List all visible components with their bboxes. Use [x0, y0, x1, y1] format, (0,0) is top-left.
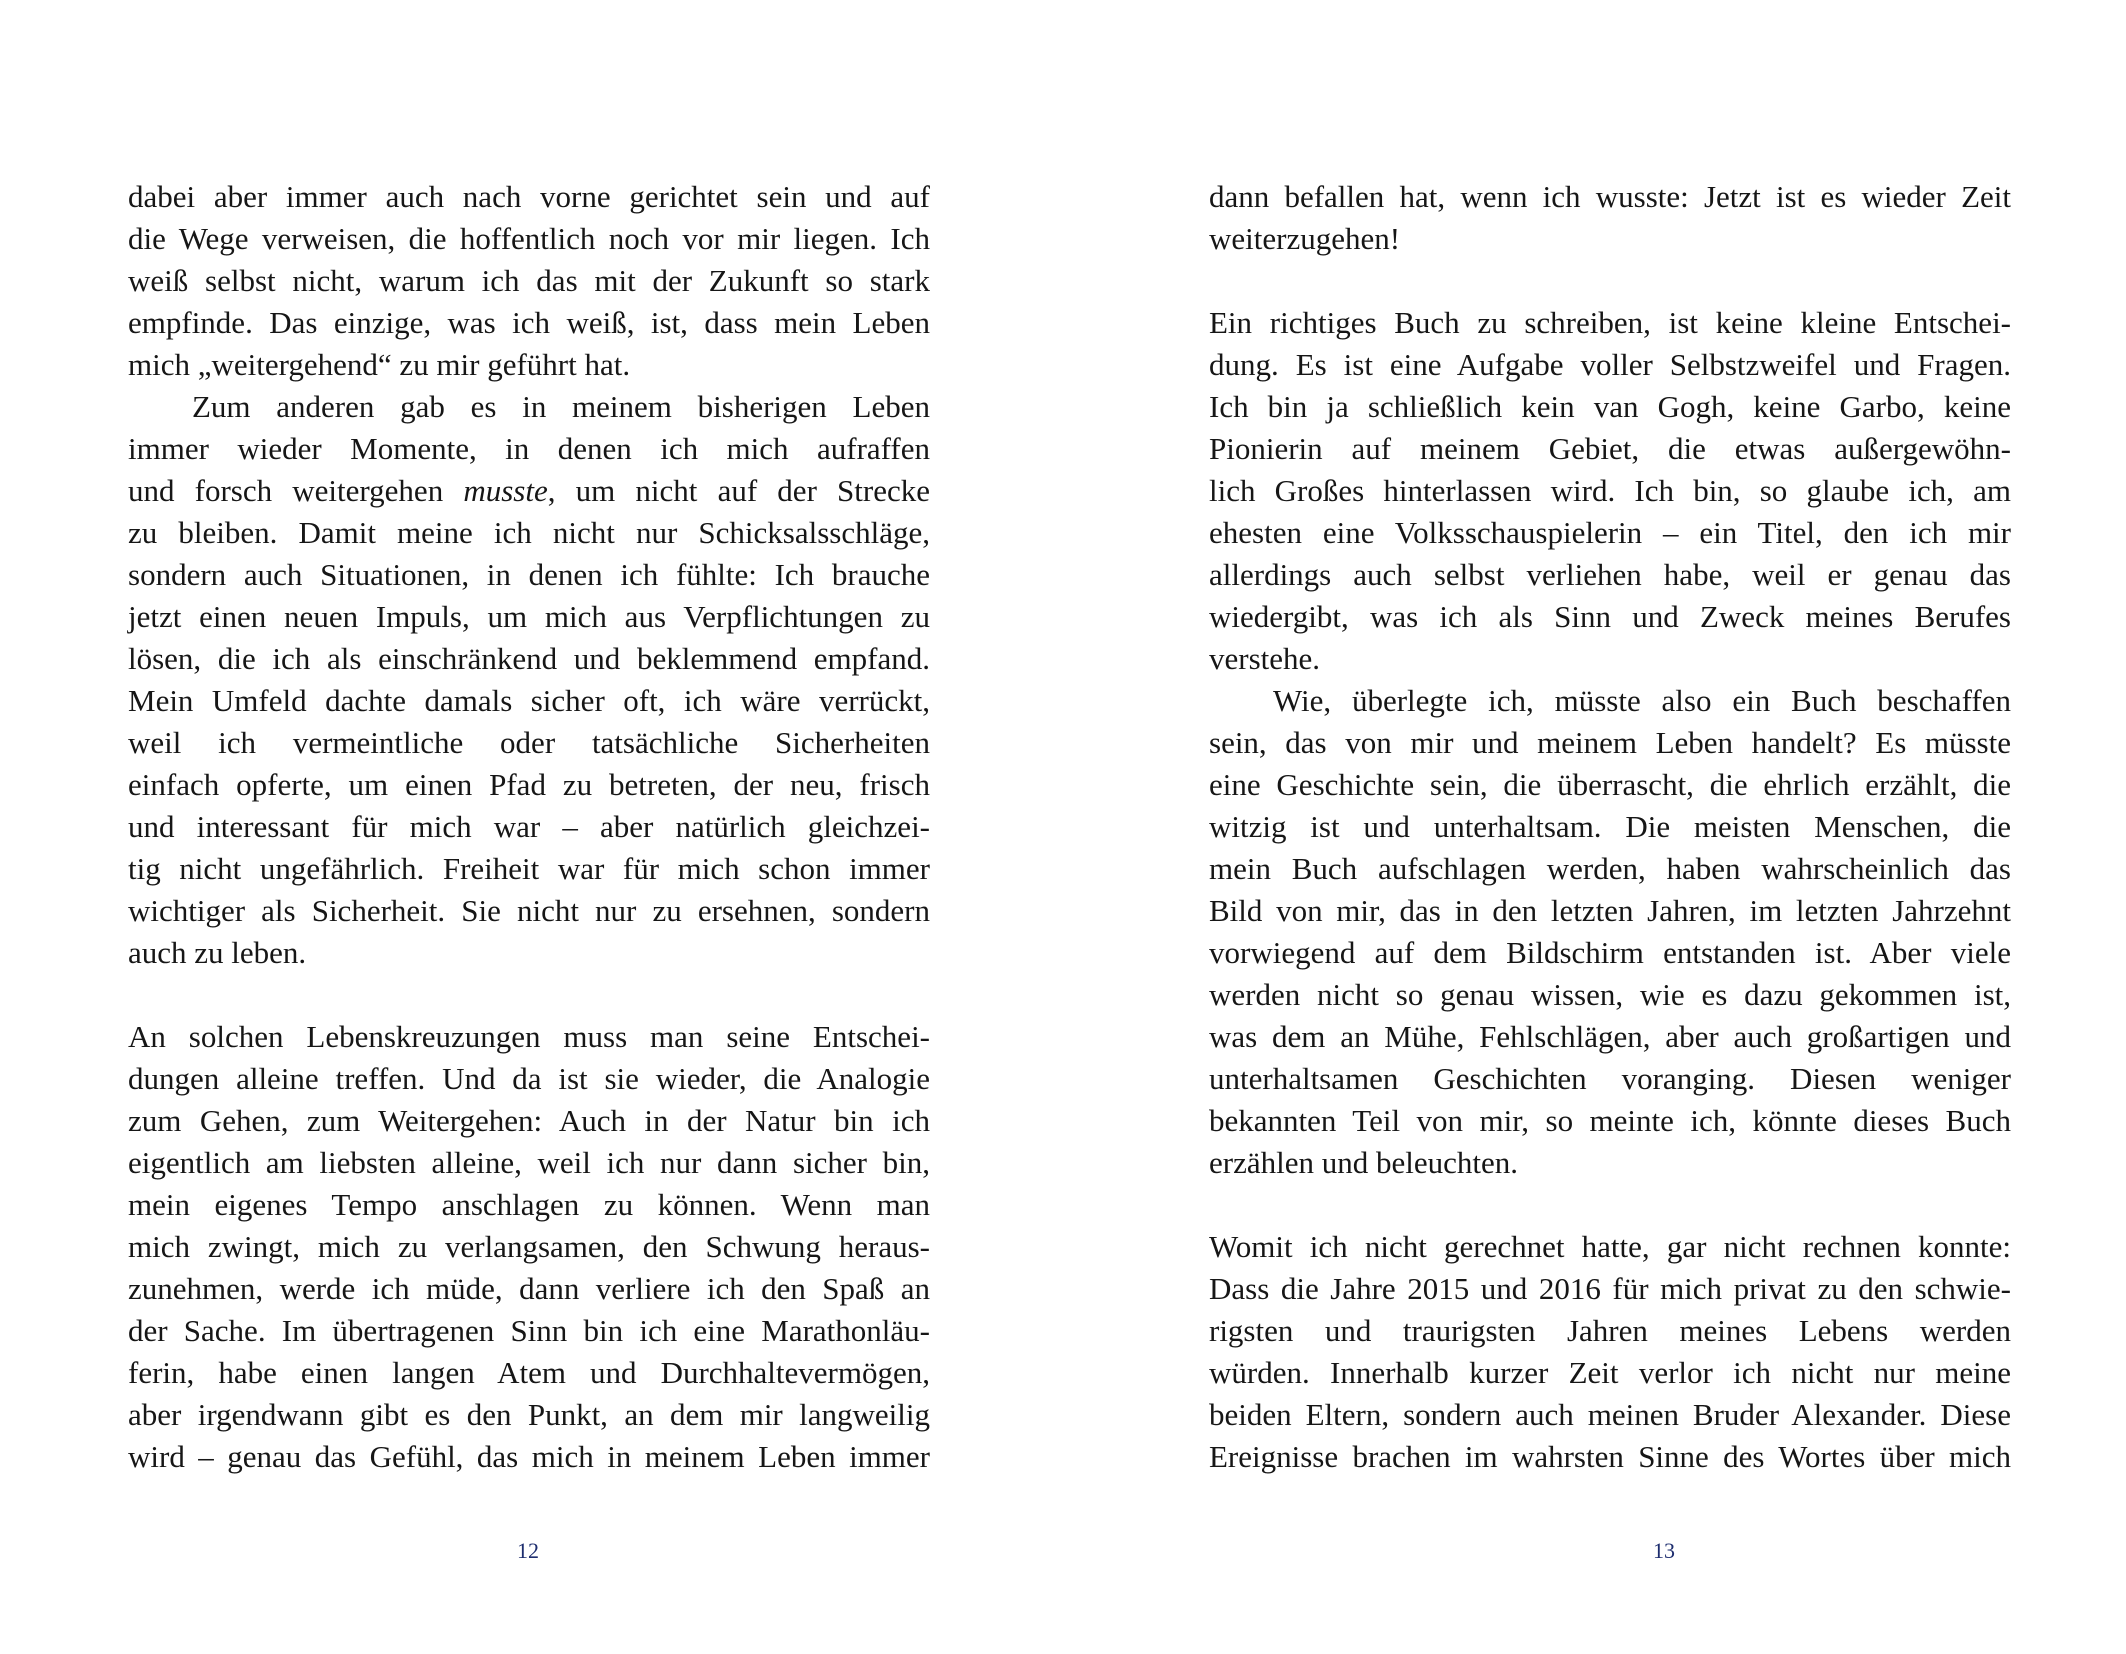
- text-line: vorwiegend auf dem Bildschirm entstanden ist. Aber viele: [1209, 935, 2011, 970]
- text-line: weil ich vermeintliche oder tatsächliche Sicherheiten: [128, 725, 930, 760]
- text-line: der Sache. Im übertragenen Sinn bin ich eine Marathonläu-: [128, 1313, 930, 1348]
- text-line: bekannten Teil von mir, so meinte ich, könnte dieses Buch: [1209, 1103, 2011, 1138]
- text-line: zunehmen, werde ich müde, dann verliere ich den Spaß an: [128, 1271, 930, 1306]
- text-line: Bild von mir, das in den letzten Jahren, im letzten Jahrzehnt: [1209, 893, 2011, 928]
- text-line: Ich bin ja schließlich kein van Gogh, keine Garbo, keine: [1209, 389, 2011, 424]
- text-line: lich Großes hinterlassen wird. Ich bin, so glaube ich, am: [1209, 473, 2011, 508]
- text-line: Dass die Jahre 2015 und 2016 für mich privat zu den schwie-: [1209, 1271, 2011, 1306]
- text-line: Pionierin auf meinem Gebiet, die etwas außergewöhn-: [1209, 431, 2011, 466]
- text-line: mich „weitergehend“ zu mir geführt hat.: [128, 347, 631, 382]
- text-line: Mein Umfeld dachte damals sicher oft, ich wäre verrückt,: [128, 683, 930, 718]
- text-line: würden. Innerhalb kurzer Zeit verlor ich nicht nur meine: [1209, 1355, 2011, 1390]
- text-line: und forsch weitergehen musste, um nicht auf der Strecke: [128, 473, 930, 508]
- text-line: empfinde. Das einzige, was ich weiß, ist, dass mein Leben: [128, 305, 930, 340]
- text-line: Ereignisse brachen im wahrsten Sinne des Wortes über mich: [1209, 1439, 2011, 1474]
- text-line: witzig ist und unterhaltsam. Die meisten Menschen, die: [1209, 809, 2011, 844]
- text-line: ehesten eine Volksschauspielerin – ein Titel, den ich mir: [1209, 515, 2011, 550]
- text-line: dungen alleine treffen. Und da ist sie wieder, die Analogie: [128, 1061, 930, 1096]
- text-line: tig nicht ungefährlich. Freiheit war für mich schon immer: [128, 851, 930, 886]
- text-line: mein eigenes Tempo anschlagen zu können. Wenn man: [128, 1187, 930, 1222]
- emphasized-word: musste: [463, 473, 548, 508]
- text-line: dabei aber immer auch nach vorne gerichtet sein und auf: [128, 179, 930, 214]
- left-page-block-2: [128, 1016, 930, 1478]
- text-line: unterhaltsamen Geschichten voranging. Diesen weniger: [1209, 1061, 2011, 1096]
- text-line: allerdings auch selbst verliehen habe, weil er genau das: [1209, 557, 2011, 592]
- text-line: beiden Eltern, sondern auch meinen Bruder Alexander. Diese: [1209, 1397, 2011, 1432]
- text-line: weiterzugehen!: [1209, 221, 1401, 256]
- text-line: Ein richtiges Buch zu schreiben, ist keine kleine Entschei-: [1209, 305, 2011, 340]
- text-line: sondern auch Situationen, in denen ich fühlte: Ich brauche: [128, 557, 930, 592]
- right-page-block-3: [1209, 1226, 2011, 1478]
- text-line: mich zwingt, mich zu verlangsamen, den Schwung heraus-: [128, 1229, 930, 1264]
- page-number: 12: [517, 1538, 539, 1563]
- text-line: werden nicht so genau wissen, wie es dazu gekommen ist,: [1209, 977, 2011, 1012]
- text-line: Zum anderen gab es in meinem bisherigen Leben: [192, 389, 930, 424]
- text-line: Wie, überlegte ich, müsste also ein Buch beschaffen: [1273, 683, 2011, 718]
- text-line: einfach opferte, um einen Pfad zu betreten, der neu, frisch: [128, 767, 930, 802]
- text-line: eigentlich am liebsten alleine, weil ich nur dann sicher bin,: [128, 1145, 930, 1180]
- text-line: rigsten und traurigsten Jahren meines Lebens werden: [1209, 1313, 2011, 1348]
- text-line: verstehe.: [1209, 641, 1321, 676]
- text-line: die Wege verweisen, die hoffentlich noch vor mir liegen. Ich: [128, 221, 930, 256]
- text-line: wird – genau das Gefühl, das mich in meinem Leben immer: [128, 1439, 930, 1474]
- text-line: An solchen Lebenskreuzungen muss man seine Entschei-: [128, 1019, 930, 1054]
- text-line: was dem an Mühe, Fehlschlägen, aber auch großartigen und: [1209, 1019, 2011, 1054]
- text-line: immer wieder Momente, in denen ich mich aufraffen: [128, 431, 930, 466]
- text-line: dann befallen hat, wenn ich wusste: Jetzt ist es wieder Zeit: [1209, 179, 2011, 214]
- right-page-block-2: [1209, 302, 2011, 1184]
- text-line: weiß selbst nicht, warum ich das mit der Zukunft so stark: [128, 263, 930, 298]
- left-page-block-1: [128, 176, 930, 974]
- right-page: [1063, 0, 2126, 1654]
- text-line: dung. Es ist eine Aufgabe voller Selbstzweifel und Fragen.: [1209, 347, 2011, 382]
- text-line: eine Geschichte sein, die überrascht, die ehrlich erzählt, die: [1209, 767, 2011, 802]
- text-line: aber irgendwann gibt es den Punkt, an dem mir langweilig: [128, 1397, 930, 1432]
- text-line: erzählen und beleuchten.: [1209, 1145, 1518, 1180]
- right-page-block-1: [1209, 176, 2011, 260]
- text-line: sein, das von mir und meinem Leben handelt? Es müsste: [1209, 725, 2011, 760]
- text-line: jetzt einen neuen Impuls, um mich aus Verpflichtungen zu: [128, 599, 930, 634]
- text-line: wichtiger als Sicherheit. Sie nicht nur zu ersehnen, sondern: [128, 893, 930, 928]
- text-line: zu bleiben. Damit meine ich nicht nur Schicksalsschläge,: [128, 515, 930, 550]
- text-line: wiedergibt, was ich als Sinn und Zweck meines Berufes: [1209, 599, 2011, 634]
- page-number: 13: [1653, 1538, 1675, 1563]
- text-line: und interessant für mich war – aber natürlich gleichzei-: [128, 809, 930, 844]
- text-line: Womit ich nicht gerechnet hatte, gar nicht rechnen konnte:: [1209, 1229, 2011, 1264]
- text-line: zum Gehen, zum Weitergehen: Auch in der Natur bin ich: [128, 1103, 930, 1138]
- text-line: mein Buch aufschlagen werden, haben wahrscheinlich das: [1209, 851, 2011, 886]
- text-line: ferin, habe einen langen Atem und Durchhaltevermögen,: [128, 1355, 930, 1390]
- text-line: auch zu leben.: [128, 935, 307, 970]
- text-line: lösen, die ich als einschränkend und beklemmend empfand.: [128, 641, 930, 676]
